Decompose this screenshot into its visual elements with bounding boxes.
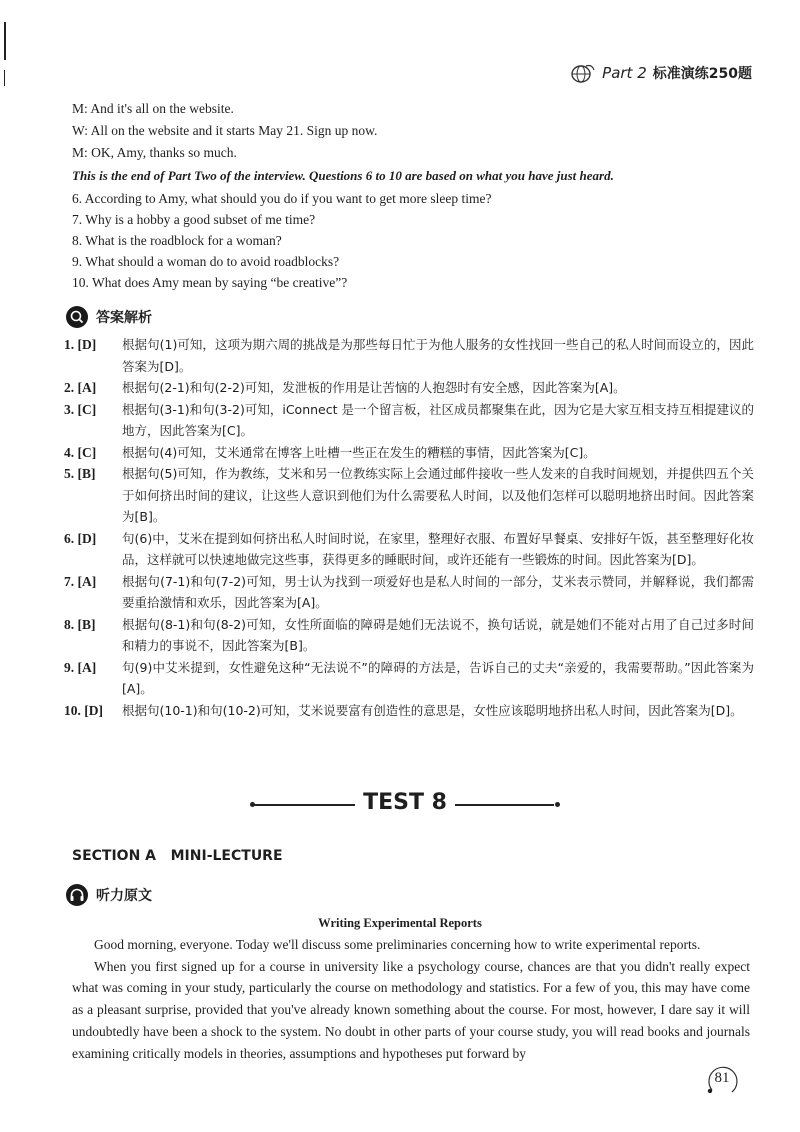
running-header: [570, 62, 752, 84]
headphones-icon: [66, 884, 88, 906]
answer-item: 4. [C] 根据句(4)可知，艾米通常在博客上吐槽一些正在发生的糟糕的事情，因此答案为[C]。: [64, 444, 596, 460]
transcript-heading: [66, 884, 152, 906]
magnifier-icon: [66, 306, 88, 328]
answers-heading: [66, 306, 152, 328]
test-title: [250, 790, 560, 820]
article-title: Writing Experimental Reports: [318, 916, 482, 930]
binding-mark: [4, 22, 6, 60]
answer-item: 2. [A] 根据句(2-1)和句(2-2)可知，发泄板的作用是让苦恼的人抱怨时有安全感，因此答案为[A]。: [64, 380, 626, 395]
globe-icon: [570, 62, 596, 84]
answer-list: [64, 334, 754, 721]
part-label: Part 2: [602, 64, 647, 82]
section-heading: SECTION A MINI-LECTURE: [72, 848, 283, 864]
answer-item: 8. [B] 根据句(8-1)和句(8-2)可知，女性所面临的障碍是她们无法说不，换句话说，就是她们不能对占用了自己过多时间和精力的事说不，因此答案为[B]。: [64, 616, 754, 653]
question-list: [72, 188, 752, 293]
page-number: [704, 1062, 740, 1098]
question-item: 10. What does Amy mean by saying “be creative”?: [72, 275, 348, 290]
answer-item: 1. [D] 根据句(1)可知，这项为期六周的挑战是为那些每日忙于为他人服务的女性找回一些自己的私人时间而设立的，因此答案为[D]。: [64, 337, 754, 374]
dialog: [72, 98, 752, 164]
article-body: [72, 934, 750, 1064]
answers-heading-label: 答案解析: [96, 310, 152, 326]
transcript-heading-label: 听力原文: [96, 888, 152, 904]
end-note: This is the end of Part Two of the interview. Questions 6 to 10 are based on what you have just heard.: [72, 168, 614, 183]
answer-item: 3. [C] 根据句(3-1)和句(3-2)可知，iConnect 是一个留言板，社区成员都聚集在此，因为它是大家互相支持互相提建议的地方，因此答案为[C]。: [64, 401, 754, 438]
test-title-text: TEST 8: [355, 790, 455, 815]
header-title: 标准演练250题: [652, 66, 752, 82]
answer-item: 9. [A] 句(9)中艾米提到，女性避免这种“无法说不”的障碍的方法是，告诉自己的丈夫“亲爱的，我需要帮助。”因此答案为[A]。: [64, 659, 754, 696]
article-paragraph: Good morning, everyone. Today we'll discuss some preliminaries concerning how to write experimental reports.: [94, 937, 701, 952]
article-paragraph: When you first signed up for a course in university like a psychology course, chances are that you didn't really expect what was coming in your study, particularly the course on methodology and statistics. For a few of you, this may have come as a pleasant surprise, provided that you've already known something about the course. For most, however, I dare say it will undoubtedly have been a shock to the system. No doubt in other parts of your course study, you will read books and journals examining critically models in theories, assumptions and hypotheses put forward by: [72, 958, 750, 1061]
question-item: 8. What is the roadblock for a woman?: [72, 233, 282, 248]
question-item: 6. According to Amy, what should you do if you want to get more sleep time?: [72, 191, 492, 206]
answer-item: 6. [D] 句(6)中，艾米在提到如何挤出私人时间时说，在家里，整理好衣服、布置好早餐桌、安排好午饭，甚至整理好化妆品，这样就可以快速地做完这些事，获得更多的睡眠时间，或许还能有一些锻炼的时间。因此答案为[D]。: [64, 530, 754, 567]
answer-item: 7. [A] 根据句(7-1)和句(7-2)可知，男士认为找到一项爱好也是私人时间的一部分，艾米表示赞同，并解释说，我们都需要重拾激情和欢乐，因此答案为[A]。: [64, 573, 754, 610]
question-item: 7. Why is a hobby a good subset of me time?: [72, 212, 316, 227]
dialog-line: M: And it's all on the website.: [72, 101, 234, 116]
binding-mark: [4, 70, 5, 86]
answer-item: 5. [B] 根据句(5)可知，作为教练，艾米和另一位教练实际上会通过邮件接收一些人发来的自我时间规划，并提供四五个关于如何挤出时间的建议，让这些人意识到他们为什么需要私人时间，以及他们怎样可以聪明地挤出时间。因此答案为[B]。: [64, 466, 754, 524]
answer-item: 10. [D] 根据句(10-1)和句(10-2)可知，艾米说要富有创造性的意思是，女性应该聪明地挤出私人时间，因此答案为[D]。: [64, 702, 743, 718]
question-item: 9. What should a woman do to avoid roadblocks?: [72, 254, 340, 269]
dialog-line: W: All on the website and it starts May 21. Sign up now.: [72, 123, 378, 138]
dialog-line: M: OK, Amy, thanks so much.: [72, 145, 237, 160]
page-number-text: 81: [714, 1070, 730, 1086]
